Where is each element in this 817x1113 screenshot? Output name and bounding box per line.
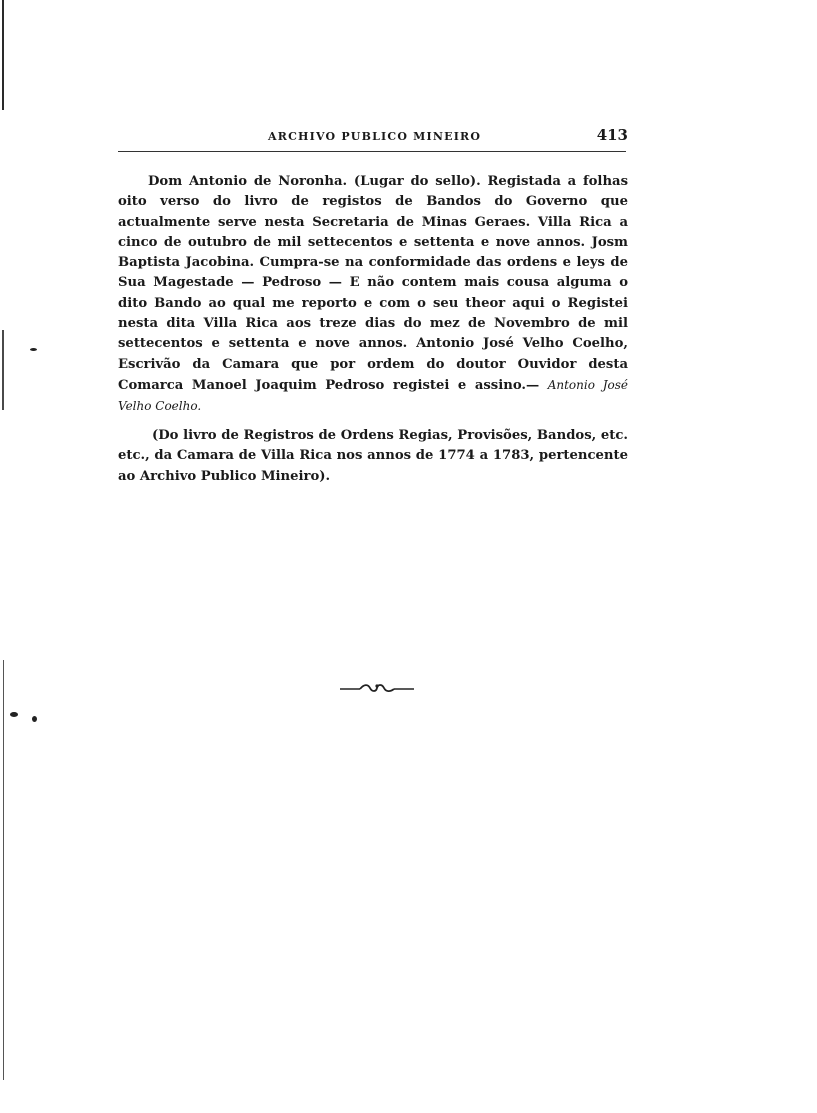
scan-edge — [2, 0, 4, 110]
page-header — [118, 124, 628, 148]
running-title: ARCHIVO PUBLICO MINEIRO — [268, 130, 482, 143]
ornament-divider — [338, 680, 416, 696]
main-paragraph — [118, 172, 628, 418]
scan-speck — [10, 712, 18, 717]
page-number: 413 — [596, 126, 628, 144]
scan-speck — [30, 348, 37, 351]
scan-speck — [32, 716, 37, 722]
signature: Antonio José Velho Coelho. — [118, 377, 629, 414]
main-paragraph-text: Dom Antonio de Noronha. (Lugar do sello). Registada a folhas oito verso do livro de registos de Bandos do Governo que actualmente serve nesta Secretaria de Minas Geraes. Villa Rica a cinco de outubro de mil settecentos e settenta e nove annos. Josm Baptista Jacobina. Cumpra-se na conformidade das ordens e leys de Sua Magestade — Pedroso — E não contem mais cousa alguma o dito Bando ao qual me reporto e com o seu theor aqui o Registei nesta dita Villa Rica aos treze dias do mez de Novembro de mil settecentos e settenta e nove annos. Antonio José Velho Coelho, Escrivão da Camara que por ordem do doutor Ouvidor desta Comarca Manoel Joaquim Pedroso registei e assino.— — [118, 174, 628, 393]
source-note: (Do livro de Registros de Ordens Regias, Provisões, Bandos, etc. etc., da Camara de Villa Rica nos annos de 1774 a 1783, pertencente ao Archivo Publico Mineiro). — [118, 428, 628, 484]
scan-edge — [2, 330, 4, 410]
scan-edge — [3, 660, 4, 1080]
header-rule — [118, 151, 626, 152]
